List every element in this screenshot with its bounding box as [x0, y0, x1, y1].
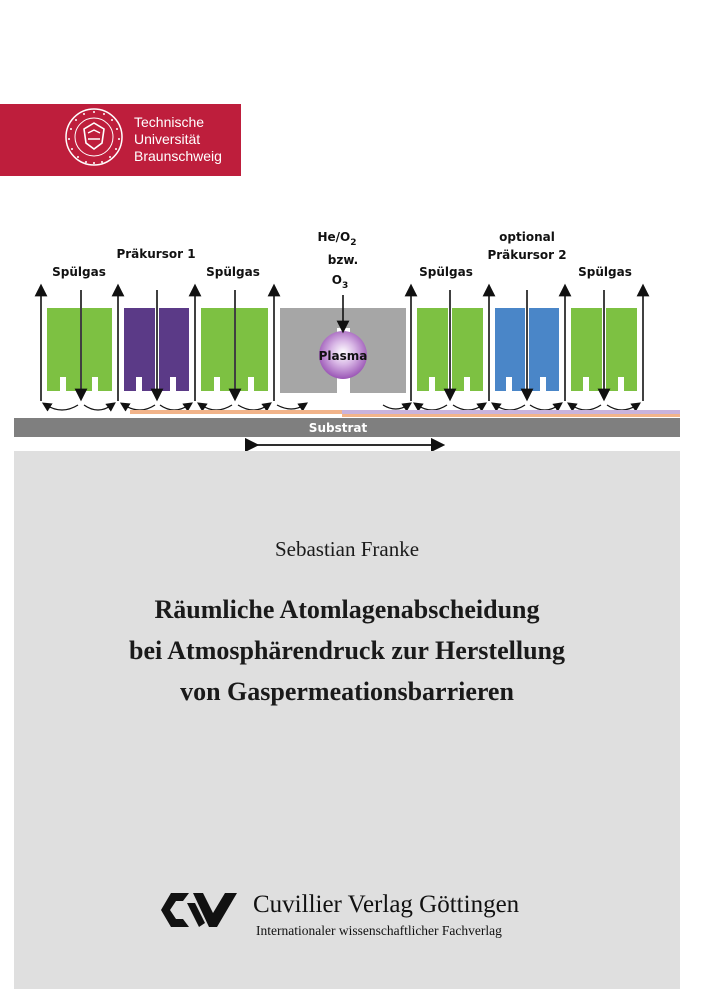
- label-bzw: bzw.: [327, 253, 359, 267]
- label-o3-main: O: [331, 273, 342, 287]
- book-title: [14, 589, 680, 712]
- label-he-o2: [317, 230, 356, 248]
- publisher-name: Cuvillier Verlag Göttingen: [253, 891, 520, 918]
- university-name-line: Universität: [134, 131, 201, 147]
- university-name-line: Braunschweig: [134, 148, 222, 164]
- university-seal-icon: [64, 107, 124, 167]
- label-o3-sub: 3: [341, 281, 349, 291]
- author-name: Sebastian Franke: [274, 537, 420, 561]
- publisher-subtitle: Internationaler wissenschaftlicher Fachverlag: [256, 923, 502, 938]
- label-he-o2-main: He/O: [317, 230, 351, 244]
- publisher-logo-icon: [159, 889, 239, 931]
- label-spuelgas-2: Spülgas: [206, 265, 260, 279]
- curved-flow-arrows: [46, 405, 637, 410]
- purge-head-1: [47, 308, 112, 391]
- book-title-line: von Gaspermeationsbarrieren: [180, 677, 514, 706]
- book-title-line: bei Atmosphärendruck zur Herstellung: [128, 636, 565, 665]
- title-panel: [14, 451, 680, 989]
- label-spuelgas-4: Spülgas: [578, 265, 632, 279]
- label-praekursor-2: Präkursor 2: [487, 248, 567, 262]
- label-spuelgas-3: Spülgas: [419, 265, 473, 279]
- university-name-line: Technische: [134, 114, 205, 130]
- label-praekursor-1: Präkursor 1: [116, 247, 196, 261]
- label-optional: optional: [499, 230, 555, 244]
- substrate-label: Substrat: [308, 421, 368, 435]
- diagram-svg: [0, 215, 711, 455]
- label-spuelgas-1: Spülgas: [52, 265, 106, 279]
- deposited-layer-1b: [342, 414, 680, 417]
- spatial-ald-diagram: [0, 215, 711, 455]
- deposited-layer-2: [342, 410, 680, 414]
- label-he-o2-sub: 2: [350, 238, 357, 248]
- label-plasma: Plasma: [318, 349, 368, 363]
- label-o3: [332, 273, 348, 291]
- university-name: [134, 114, 222, 165]
- book-title-line: Räumliche Atomlagenabscheidung: [154, 595, 540, 624]
- deposited-layer-1: [130, 410, 342, 414]
